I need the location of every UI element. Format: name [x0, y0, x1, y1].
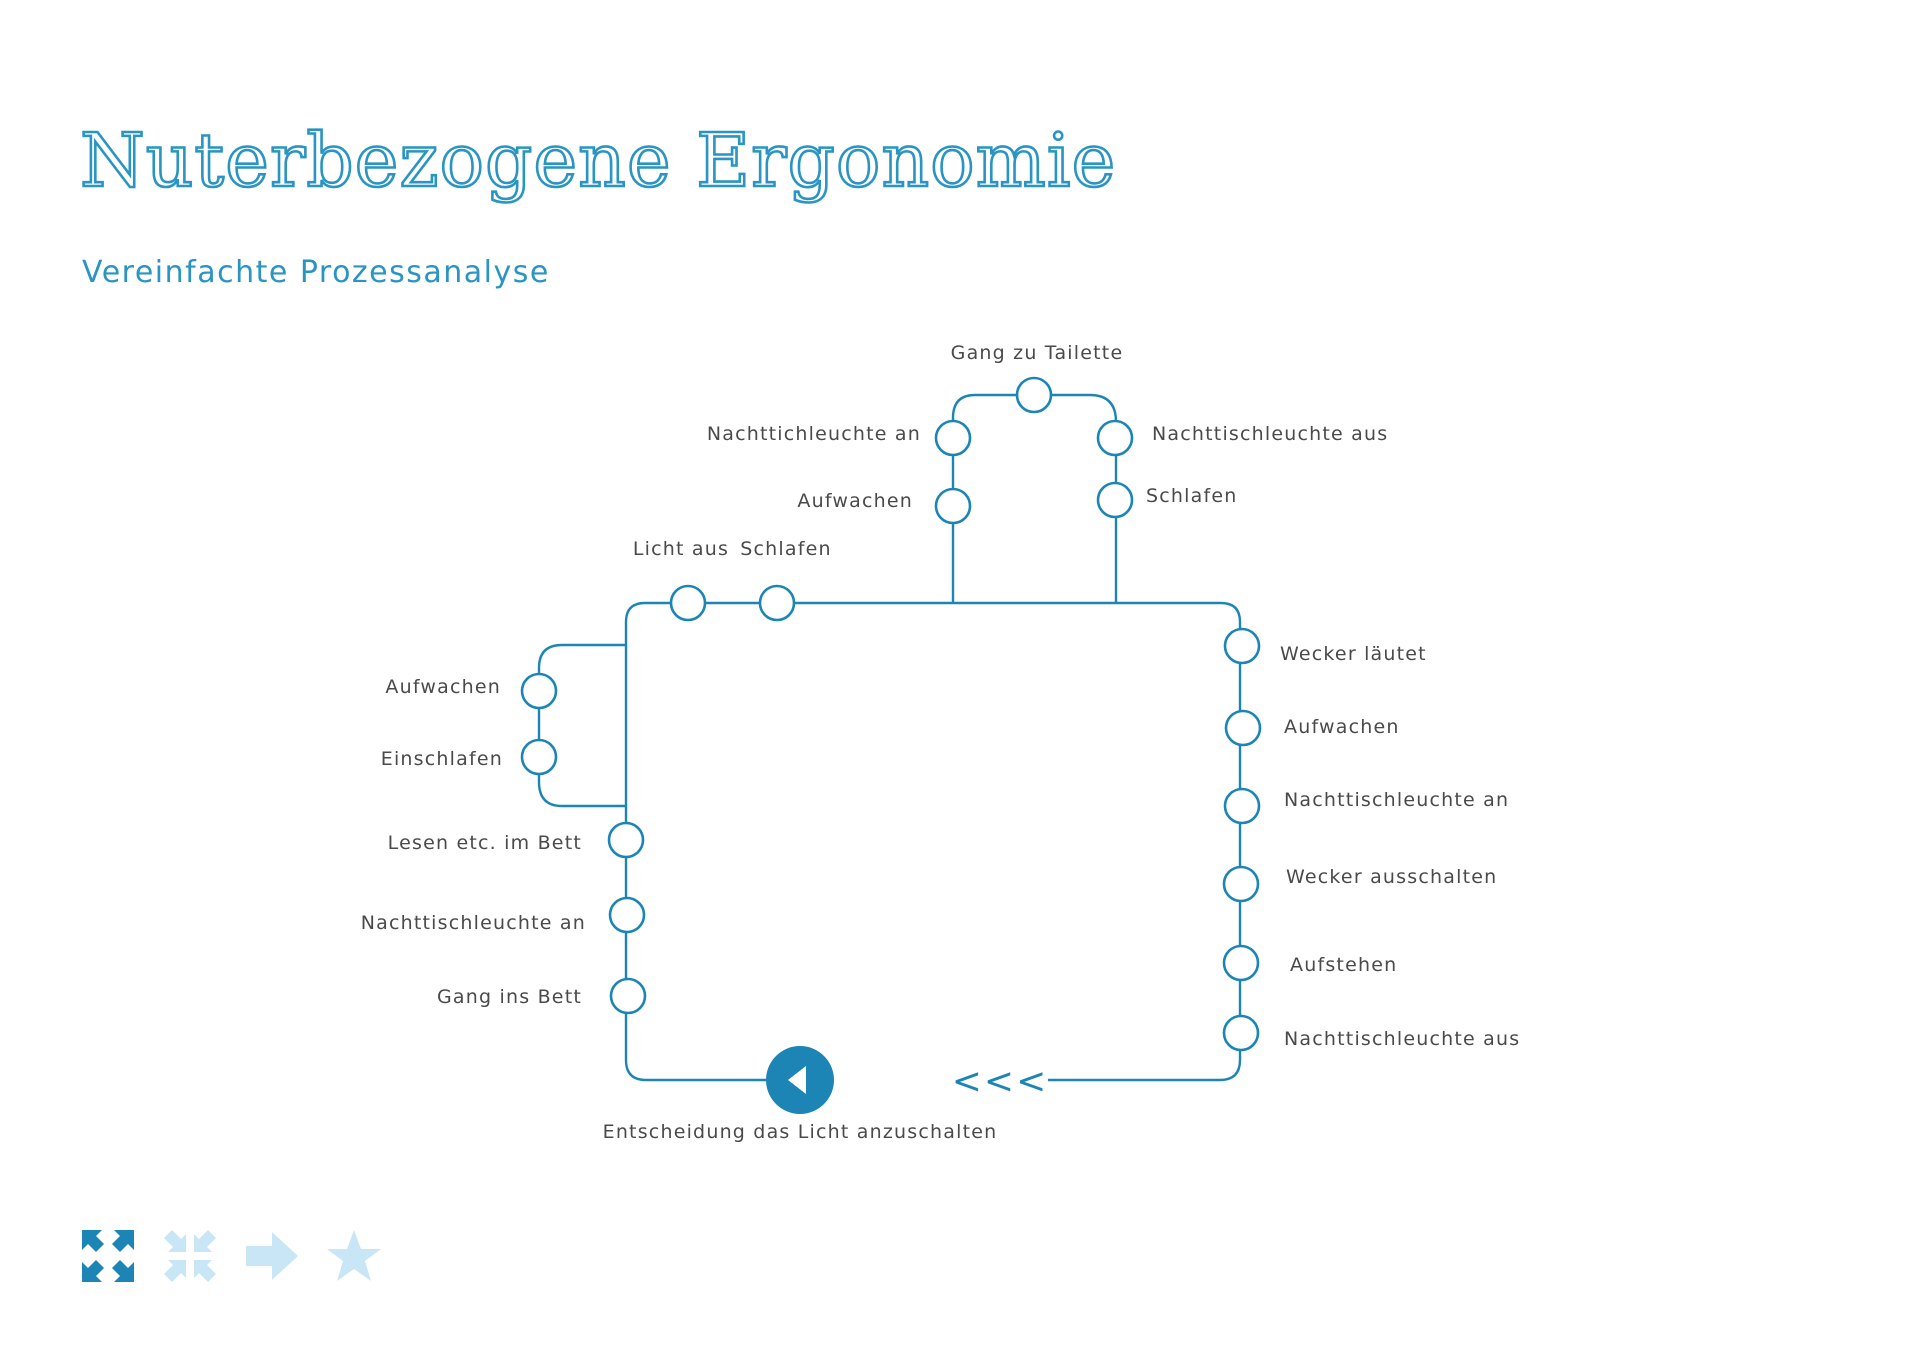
step-node-aufstehen[interactable]	[1224, 946, 1258, 980]
step-node-lesen[interactable]	[609, 823, 643, 857]
step-label: Nachttichleuchte an	[706, 423, 921, 445]
step-label: Gang ins Bett	[437, 986, 582, 1008]
start-node-label: Entscheidung das Licht anzuschalten	[602, 1121, 998, 1143]
right-branch	[1224, 629, 1520, 1050]
collapse-arrows-icon	[162, 1228, 218, 1284]
toilet-loop	[707, 342, 1389, 523]
step-label: Aufwachen	[385, 676, 501, 698]
left-branch	[361, 823, 645, 1013]
step-label: Aufstehen	[1290, 954, 1398, 976]
collapse-button[interactable]	[162, 1228, 218, 1284]
step-label: Nachttischleuchte aus	[1152, 423, 1389, 445]
star-icon	[326, 1228, 382, 1284]
step-node-nachttischleuchte-aus[interactable]	[1098, 421, 1132, 455]
step-node-nachttischleuchte-an-morning[interactable]	[1225, 789, 1259, 823]
step-node-aufwachen-morning[interactable]	[1226, 711, 1260, 745]
step-label: Schlafen	[740, 538, 832, 560]
step-node-aufwachen[interactable]	[522, 674, 556, 708]
step-node-gang-zu-toilette[interactable]	[1017, 378, 1051, 412]
page-title: Nuterbezogene Ergonomie	[80, 118, 1117, 204]
page-subtitle: Vereinfachte Prozessanalyse	[82, 255, 550, 290]
step-label: Aufwachen	[1284, 716, 1400, 738]
step-node-gang-ins-bett[interactable]	[611, 979, 645, 1013]
favorite-button[interactable]	[326, 1228, 382, 1284]
step-node-nachttichleuchte-an[interactable]	[936, 421, 970, 455]
next-button[interactable]	[244, 1228, 300, 1284]
step-label: Nachttischleuchte an	[360, 912, 586, 934]
step-label: Schlafen	[1146, 485, 1238, 507]
step-label: Lesen etc. im Bett	[387, 832, 582, 854]
expand-arrows-icon	[80, 1228, 136, 1284]
return-arrows: <<<	[951, 1061, 1049, 1102]
step-label: Nachttischleuchte an	[1284, 789, 1510, 811]
step-node-wecker-laeutet[interactable]	[1225, 629, 1259, 663]
step-node-schlafen-night[interactable]	[1098, 483, 1132, 517]
top-branch	[633, 538, 832, 620]
step-label: Einschlafen	[380, 748, 503, 770]
arrow-right-icon	[244, 1228, 300, 1284]
side-loop	[381, 674, 556, 774]
step-label: Nachttischleuchte aus	[1284, 1028, 1521, 1050]
step-label: Aufwachen	[797, 490, 913, 512]
step-label: Gang zu Tailette	[950, 342, 1124, 364]
step-node-nachttischleuchte-aus-morning[interactable]	[1224, 1016, 1258, 1050]
step-label: Licht aus	[632, 538, 730, 560]
step-node-nachttischleuchte-an[interactable]	[610, 898, 644, 932]
step-label: Wecker ausschalten	[1286, 866, 1498, 888]
start-node[interactable]	[766, 1046, 834, 1114]
step-node-einschlafen[interactable]	[522, 740, 556, 774]
step-node-aufwachen-night[interactable]	[936, 489, 970, 523]
step-label: Wecker läutet	[1280, 643, 1427, 665]
expand-button[interactable]	[80, 1228, 136, 1284]
step-node-schlafen[interactable]	[760, 586, 794, 620]
step-node-licht-aus[interactable]	[671, 586, 705, 620]
step-node-wecker-ausschalten[interactable]	[1224, 867, 1258, 901]
